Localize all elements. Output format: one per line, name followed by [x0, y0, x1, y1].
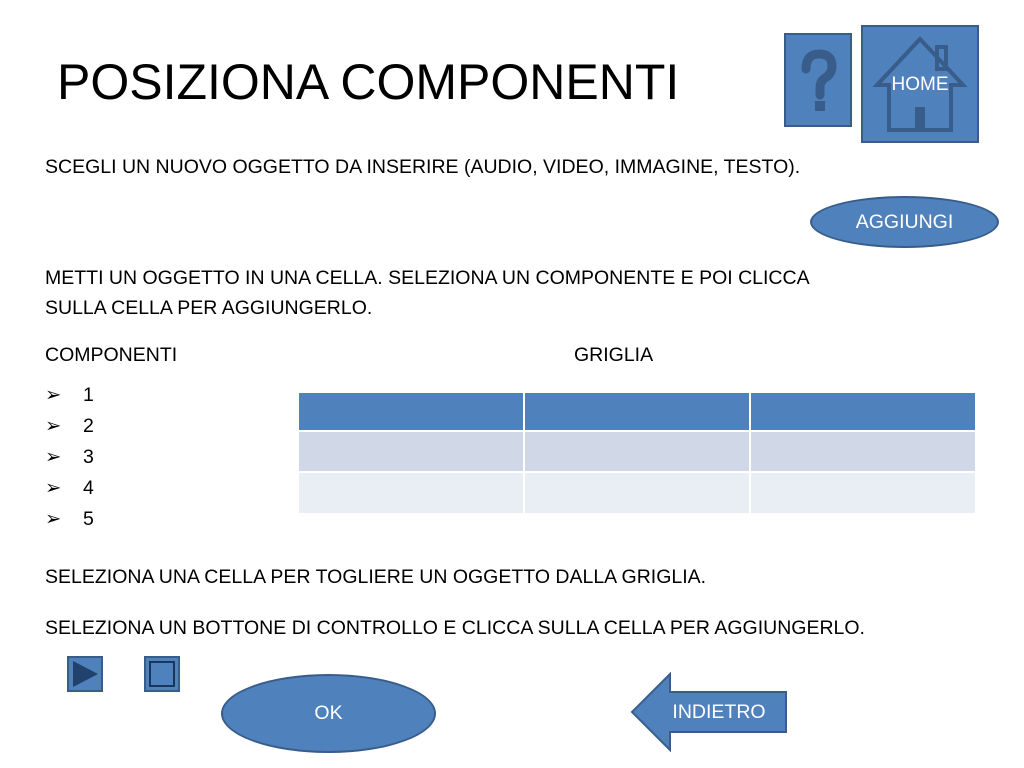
component-label: 5 — [83, 508, 94, 530]
question-mark-icon — [786, 35, 850, 125]
help-button[interactable] — [784, 33, 852, 127]
ok-button[interactable]: OK — [221, 674, 436, 753]
grid-cell[interactable] — [750, 431, 976, 472]
play-control-button[interactable] — [67, 656, 103, 692]
place-instruction-line1: METTI UN OGGETTO IN UNA CELLA. SELEZIONA UN COMPONENTE E POI CLICCA — [45, 267, 810, 289]
grid-cell[interactable] — [750, 472, 976, 514]
remove-instruction: SELEZIONA UNA CELLA PER TOGLIERE UN OGGETTO DALLA GRIGLIA. — [45, 566, 707, 588]
grid-row — [298, 431, 976, 472]
arrow-bullet-icon: ➢ — [45, 384, 62, 406]
component-label: 4 — [83, 477, 94, 499]
component-label: 2 — [83, 415, 94, 437]
grid-cell[interactable] — [298, 392, 524, 431]
component-label: 1 — [83, 384, 94, 406]
arrow-bullet-icon: ➢ — [45, 415, 62, 437]
play-icon — [69, 658, 101, 690]
grid-table — [298, 392, 976, 514]
add-button[interactable]: AGGIUNGI — [810, 196, 999, 248]
home-button[interactable] — [861, 25, 979, 143]
back-button[interactable] — [630, 672, 788, 752]
grid-heading: GRIGLIA — [574, 344, 654, 366]
component-item[interactable] — [45, 442, 94, 473]
grid-cell[interactable] — [750, 392, 976, 431]
page-title: POSIZIONA COMPONENTI — [57, 54, 680, 110]
grid-cell[interactable] — [524, 431, 750, 472]
arrow-bullet-icon: ➢ — [45, 508, 62, 530]
home-label: HOME — [891, 74, 949, 95]
component-label: 3 — [83, 446, 94, 468]
grid-cell[interactable] — [524, 392, 750, 431]
stop-control-button[interactable] — [144, 656, 180, 692]
components-heading: COMPONENTI — [45, 344, 178, 366]
control-instruction: SELEZIONA UN BOTTONE DI CONTROLLO E CLICCA SULLA CELLA PER AGGIUNGERLO. — [45, 617, 865, 639]
component-list — [45, 380, 94, 535]
stop-icon — [146, 658, 178, 690]
component-item[interactable] — [45, 411, 94, 442]
choose-object-instruction: SCEGLI UN NUOVO OGGETTO DA INSERIRE (AUDIO, VIDEO, IMMAGINE, TESTO). — [45, 156, 801, 178]
component-item[interactable] — [45, 473, 94, 504]
component-item[interactable] — [45, 380, 94, 411]
component-item[interactable] — [45, 504, 94, 535]
grid-cell[interactable] — [524, 472, 750, 514]
arrow-bullet-icon: ➢ — [45, 477, 62, 499]
grid-cell[interactable] — [298, 472, 524, 514]
place-instruction-line2: SULLA CELLA PER AGGIUNGERLO. — [45, 297, 373, 319]
grid-row — [298, 472, 976, 514]
arrow-bullet-icon: ➢ — [45, 446, 62, 468]
back-label: INDIETRO — [672, 700, 766, 723]
grid-cell[interactable] — [298, 431, 524, 472]
grid-row — [298, 392, 976, 431]
